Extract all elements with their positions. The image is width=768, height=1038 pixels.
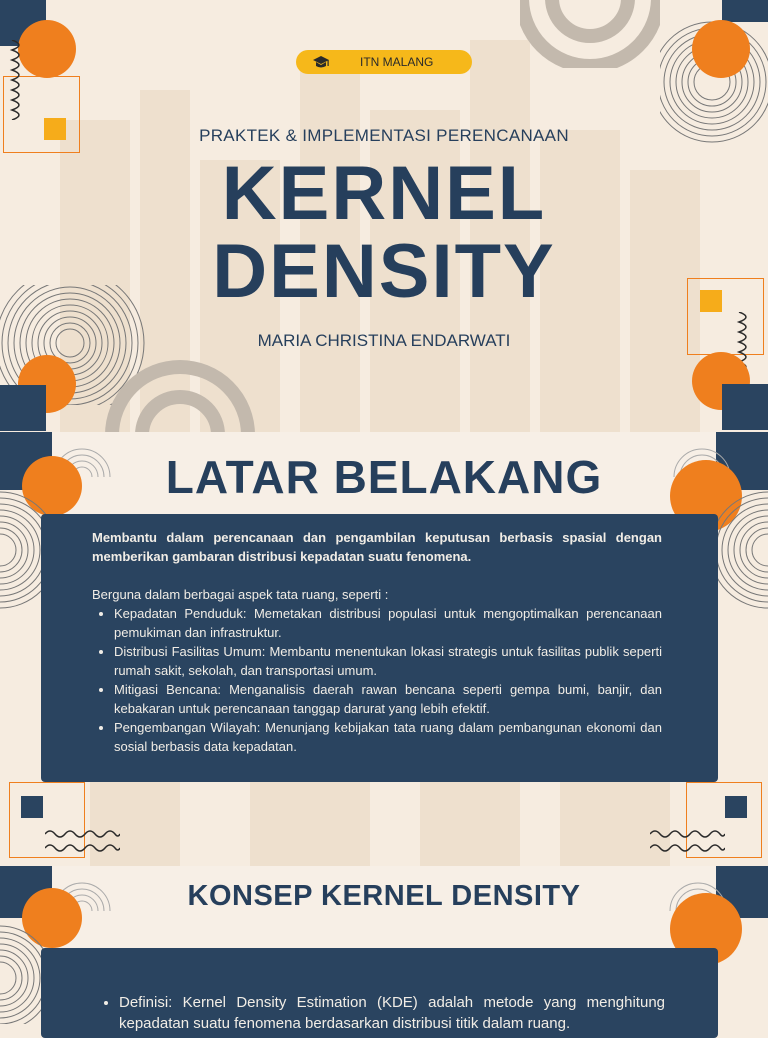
corner-block-top-right bbox=[722, 0, 768, 22]
title-line-2: DENSITY bbox=[212, 229, 556, 314]
graduation-cap-icon bbox=[312, 53, 330, 71]
list-item: • Pengembangan Wilayah: Menunjang kebijakan tata ruang dalam pembangunan ekonomi dan sosial berbasis data kepadatan. bbox=[114, 718, 662, 756]
navy-square-decoration bbox=[725, 796, 747, 818]
list-item: • Definisi: Kernel Density Estimation (KDE) adalah metode yang menghitung kepadatan suatu fenomena berdasarkan distribusi titik dalam ruang. bbox=[119, 992, 665, 1034]
section-heading-konsep: KONSEP KERNEL DENSITY bbox=[187, 880, 581, 912]
orange-circle-decoration bbox=[692, 20, 750, 78]
corner-block-left bbox=[0, 385, 46, 431]
ring-decoration-top bbox=[520, 0, 660, 68]
concept-list bbox=[103, 992, 665, 1034]
author-name: MARIA CHRISTINA ENDARWATI bbox=[257, 331, 511, 350]
title-line-1: KERNEL bbox=[221, 151, 547, 236]
institution-badge bbox=[296, 50, 472, 74]
zigzag-decoration bbox=[8, 40, 30, 120]
wave-decoration bbox=[650, 828, 725, 856]
latar-belakang-card bbox=[41, 514, 718, 782]
wave-decoration bbox=[45, 828, 120, 856]
badge-label: ITN MALANG bbox=[360, 55, 434, 69]
navy-square-decoration bbox=[21, 796, 43, 818]
list-item: • Mitigasi Bencana: Menganalisis daerah rawan bencana seperti gempa bumi, banjir, dan kebakaran untuk perencanaan tanggap darurat yang lebih efektif. bbox=[114, 680, 662, 718]
yellow-square-decoration bbox=[700, 290, 722, 312]
list-item: • Distribusi Fasilitas Umum: Membantu menentukan lokasi strategis untuk fasilitas publik seperti rumah sakit, sekolah, dan transportasi umum. bbox=[114, 642, 662, 680]
intro-paragraph: Membantu dalam perencanaan dan pengambilan keputusan berbasis spasial dengan memberikan gambaran distribusi kepadatan suatu fenomena. bbox=[92, 530, 662, 564]
section-heading-latar-belakang: LATAR BELAKANG bbox=[165, 451, 603, 503]
corner-block-right bbox=[722, 384, 768, 430]
presentation-subtitle: PRAKTEK & IMPLEMENTASI PERENCANAAN bbox=[199, 126, 569, 145]
usage-list bbox=[92, 604, 662, 756]
lead-paragraph: Berguna dalam berbagai aspek tata ruang, seperti : bbox=[92, 587, 389, 602]
konsep-card bbox=[41, 948, 718, 1038]
ring-decoration-left bbox=[105, 355, 255, 435]
list-item: • Kepadatan Penduduk: Memetakan distribusi populasi untuk mengoptimalkan perencanaan pemukiman dan infrastruktur. bbox=[114, 604, 662, 642]
